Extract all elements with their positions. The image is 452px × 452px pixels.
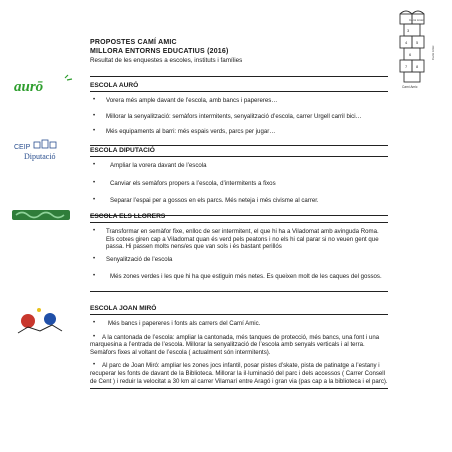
section-escola-joan-miro — [90, 304, 388, 389]
bullet-icon: • — [93, 97, 96, 103]
section-escola-diputacio — [90, 146, 388, 216]
bullet-icon: • — [93, 179, 96, 186]
list-item: • Al parc de Joan Miró: ampliar les zones jocs infantil, posar pistes d’skate, pista de patinatge a l’estany i recuperar les fonts de davant de la Biblioteca. Millorar la il·luminació del parc i dels accessos ( Carrer Consell de Cent ) i reduir la velocitat a 30 km al carrer Vilamarí entre Aragó i gran via (pas cap a la biblioteca i el parc). — [90, 362, 388, 385]
list-item: • Transformar en semàfor fixe, enlloc de ser intermitent, el que hi ha a Viladomat amb avinguda Roma. Els cotxes giren cap a Viladomat quan és verd pels peatons i no els hi cal parar si no veuen gent que passa. Hi passen molts nens/es que van sols i és bastant perillós — [93, 228, 379, 251]
list-item: • Separar l’espai per a gossos en els parcs. Més neteja i més civisme al carrer. — [93, 197, 319, 205]
bullet-icon: • — [93, 320, 96, 326]
document-subtitle-bold: MILLORA ENTORNS EDUCATIUS (2016) — [90, 48, 229, 55]
list-item: • Millorar la senyalització: semàfors intermitents, senyalització d’escola, carrer Urgell carril bici… — [93, 112, 362, 120]
hopscotch-top-label: Camí Amic — [409, 18, 424, 22]
proposal-list — [90, 162, 388, 205]
list-item: • Canviar els semàfors propers a l’escola, d’intermitents a fixos — [93, 179, 276, 187]
bullet-icon: • — [93, 197, 96, 204]
svg-text:7: 7 — [405, 64, 408, 69]
hopscotch-side-label: Camí Amic — [431, 45, 435, 60]
document-header — [90, 38, 380, 65]
list-item: • Vorera més ample davant de l’escola, amb bancs i papereres… — [93, 97, 278, 104]
bullet-icon: • — [93, 255, 96, 262]
bullet-icon: • — [93, 333, 96, 340]
proposal-list — [90, 228, 388, 281]
hopscotch-illustration — [380, 8, 442, 92]
svg-text:Diputació: Diputació — [24, 152, 56, 161]
list-item: • Senyalització de l’escola — [93, 255, 173, 263]
hopscotch-bottom-label: Camí Amic — [402, 85, 418, 89]
svg-text:3: 3 — [407, 28, 410, 33]
svg-text:CEIP: CEIP — [14, 144, 31, 151]
joan-miro-school-logo — [12, 303, 68, 339]
section-title: ESCOLA ELS LLORERS — [90, 212, 388, 223]
svg-text:4: 4 — [405, 40, 408, 45]
list-item: • Més zones verdes i les que hi ha que estiguin més netes. Es queixen molt de les caques del gossos. — [93, 273, 382, 281]
proposal-list — [90, 97, 388, 136]
svg-text:aurō: aurō — [14, 79, 44, 95]
section-title: ESCOLA DIPUTACIÓ — [90, 146, 388, 157]
list-item: • Més equipaments al barri: més espais verds, parcs per jugar… — [93, 128, 276, 136]
document-subtitle: Resultat de les enquestes a escoles, instituts i famílies — [90, 57, 243, 64]
svg-text:5: 5 — [416, 40, 419, 45]
bullet-icon: • — [93, 228, 96, 234]
bullet-icon: • — [93, 162, 96, 168]
section-escola-auro — [90, 76, 388, 146]
bullet-icon: • — [93, 273, 96, 280]
section-escola-els-llorers — [90, 212, 388, 292]
proposal-list — [90, 320, 388, 385]
bullet-icon: • — [93, 112, 96, 119]
document-title: PROPOSTES CAMÍ AMIC — [90, 39, 177, 46]
svg-text:8: 8 — [416, 64, 419, 69]
list-item: • Ampliar la vorera davant de l’escola — [93, 162, 207, 169]
bullet-icon: • — [93, 362, 96, 369]
svg-text:6: 6 — [409, 52, 412, 57]
diputacio-school-logo — [12, 137, 72, 165]
list-item: • A la cantonada de l’escola: ampliar la cantonada, més tanques de protecció, més bancs, una font i una marquesina a l’entrada de l’escola. Millorar la senyalització de l’escola amb senyals verticals i al terra. Semàfors fixes al voltant de l’escola ( actualment són intermitents). — [90, 333, 380, 356]
els-llorers-school-logo — [12, 208, 70, 220]
section-title: ESCOLA AURÓ — [90, 76, 388, 92]
auro-school-logo — [12, 74, 74, 98]
bullet-icon: • — [93, 128, 96, 135]
list-item: • Més bancs i papereres i fonts als carrers del Camí Amic. — [93, 320, 261, 327]
section-title: ESCOLA JOAN MIRÓ — [90, 304, 388, 315]
